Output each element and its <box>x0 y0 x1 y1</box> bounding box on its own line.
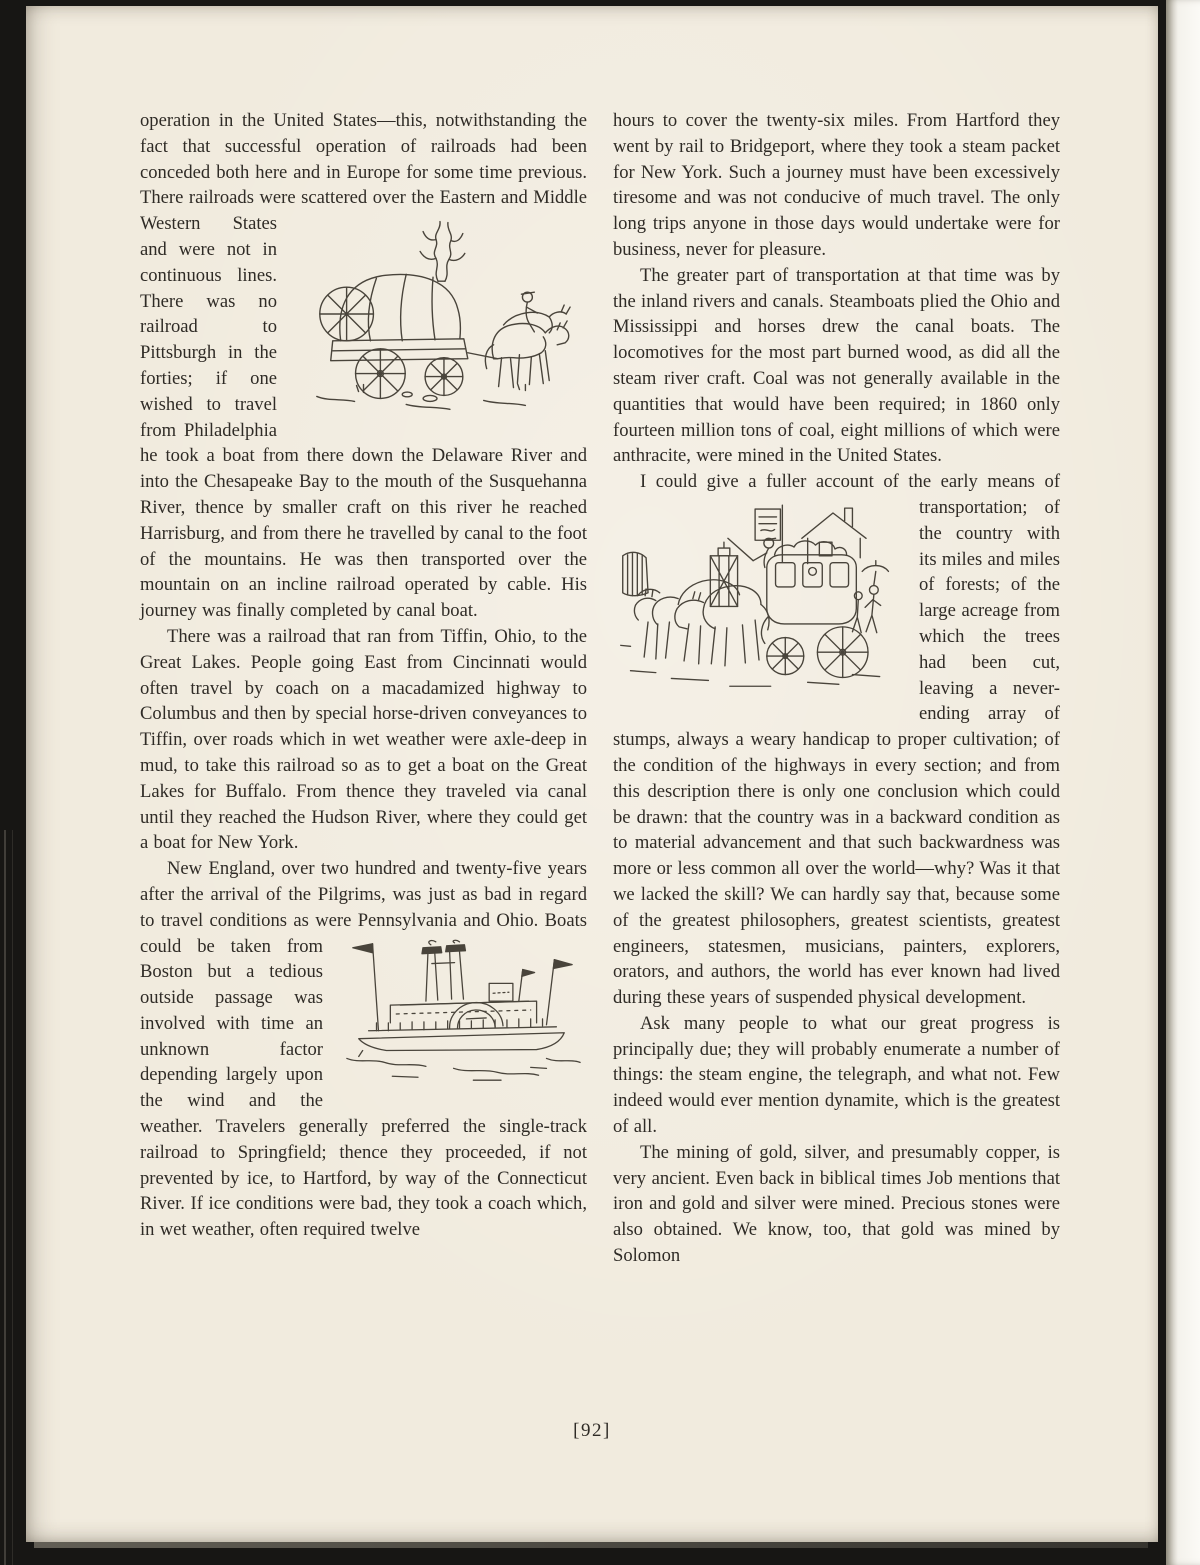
paragraph <box>613 1011 1060 1140</box>
paragraph <box>140 108 587 624</box>
paragraph <box>613 263 1060 469</box>
paragraph <box>613 1140 1060 1269</box>
covered-wagon-drawing <box>289 214 587 416</box>
paragraph-text: There was a railroad that ran from Tiffin, Ohio, to the Great Lakes. People going East from Cincinnati would often travel by coach on a macadamized highway to Columbus and then by special horse-driven conveyances to Tiffin, over roads which in wet weather were axle-deep in mud, to take this railroad so as to get a boat on the Great Lakes for Buffalo. From thence they traveled via canal until they reached the Hudson River, where they could get a boat for New York. <box>140 625 587 854</box>
stagecoach-illustration <box>613 498 905 710</box>
steamboat-drawing <box>335 937 587 1087</box>
page-stack-edges <box>0 830 26 1565</box>
paragraph <box>140 624 587 856</box>
right-column <box>613 108 1060 1269</box>
page-number-text: [92] <box>573 1420 611 1441</box>
paragraph-text: The mining of gold, silver, and presumably copper, is very ancient. Even back in biblical times Job mentions that iron and gold and silver were mined. Precious stones were also obtained. We know, too, that gold was mined by Solomon <box>613 1141 1060 1267</box>
paragraph-text: The greater part of transportation at that time was by the inland rivers and canals. Steamboats plied the Ohio and Mississippi and horses drew the canal boats. The locomotives for the most part burned wood, as did all the steam river craft. Coal was not generally available in the quantities that would have been required; in 1860 only fourteen million tons of coal, eight millions of which were anthracite, were mined in the United States. <box>613 264 1060 467</box>
page-content <box>26 6 1158 1269</box>
paragraph-text: of transportation; of the country with its miles and miles of forests; of the large acreage from which the trees had been cut, leaving a never-ending array of stumps, always a weary handicap to proper cultivation; of the condition of the highways in every section; and from this description there is only one conclusion which could be drawn: that the country was in a backward condition as to material advancement and that such backwardness was more or less common all over the world—why? Was it that we lacked the skill? We can hardly say that, because some of the greatest philosophers, greatest scientists, greatest engineers, statesmen, musicians, painters, explorers, orators, and authors, the world has ever known had lived during these years of suspended physical development. <box>613 471 1061 1009</box>
book-page <box>26 6 1158 1542</box>
paragraph-text: Ask many people to what our great progress is principally due; they will probably enumerate a number of things: the steam engine, the telegraph, and what not. Few indeed would ever mention dynamite, which is the greatest of all. <box>613 1012 1060 1138</box>
covered-wagon-illustration <box>289 214 587 416</box>
paragraph-text: New England, over two hundred and twenty-five years after the arrival of the Pilgrims, was just as bad in regard to travel conditions as were Pennsylvania and Ohio. Boats could be taken <box>140 858 587 957</box>
text-columns <box>140 108 1060 1269</box>
paragraph-text: I could give a fuller account of the early means <box>640 471 1035 493</box>
paragraph <box>140 856 587 1243</box>
paragraph <box>613 108 1060 263</box>
page-number <box>26 1420 1158 1442</box>
adjacent-page-edge <box>1166 0 1200 1565</box>
paragraph <box>613 469 1060 1011</box>
stagecoach-drawing <box>613 498 905 710</box>
left-column <box>140 108 587 1269</box>
paragraph-text: hours to cover the twenty-six miles. From Hartford they went by rail to Bridgeport, where they took a steam packet for New York. Such a journey must have been excessively tiresome and was not conducive of much travel. The only long trips anyone in those days would undertake were for business, never for pleasure. <box>613 110 1060 260</box>
paragraph-text: from Boston but a tedious outside passage was involved with time an unknown factor depending largely upon the wind and the weather. Travelers generally preferred the single-track railroad to Springfield; thence they proceeded, if not prevented by ice, to Hartford, by way of the Connecticut River. If ice conditions were bad, they took a coach which, in wet weather, often required twelve <box>140 935 587 1241</box>
steamboat-illustration <box>335 937 587 1087</box>
paragraph-text: Western States and were not in continuous lines. There was no railroad to Pittsburgh in the forties; if one wished to travel from Philadelphia he took a boat from there down the Delaware River and into the Chesapeake Bay to the mouth of the Susquehanna River, thence by smaller craft on this river he reached Harrisburg, and from there he travelled by canal to the foot of the mountains. He was then transported over the mountain on an incline railroad operated by cable. His journey was finally completed by canal boat. <box>140 213 587 622</box>
paragraph-text: operation in the United States—this, notwithstanding the fact that successful operation of railroads had been conceded both here and in Europe for some time previous. There railroads were scattered over the Eastern and Middle <box>140 110 587 209</box>
bottom-page-edge <box>34 1542 1148 1548</box>
